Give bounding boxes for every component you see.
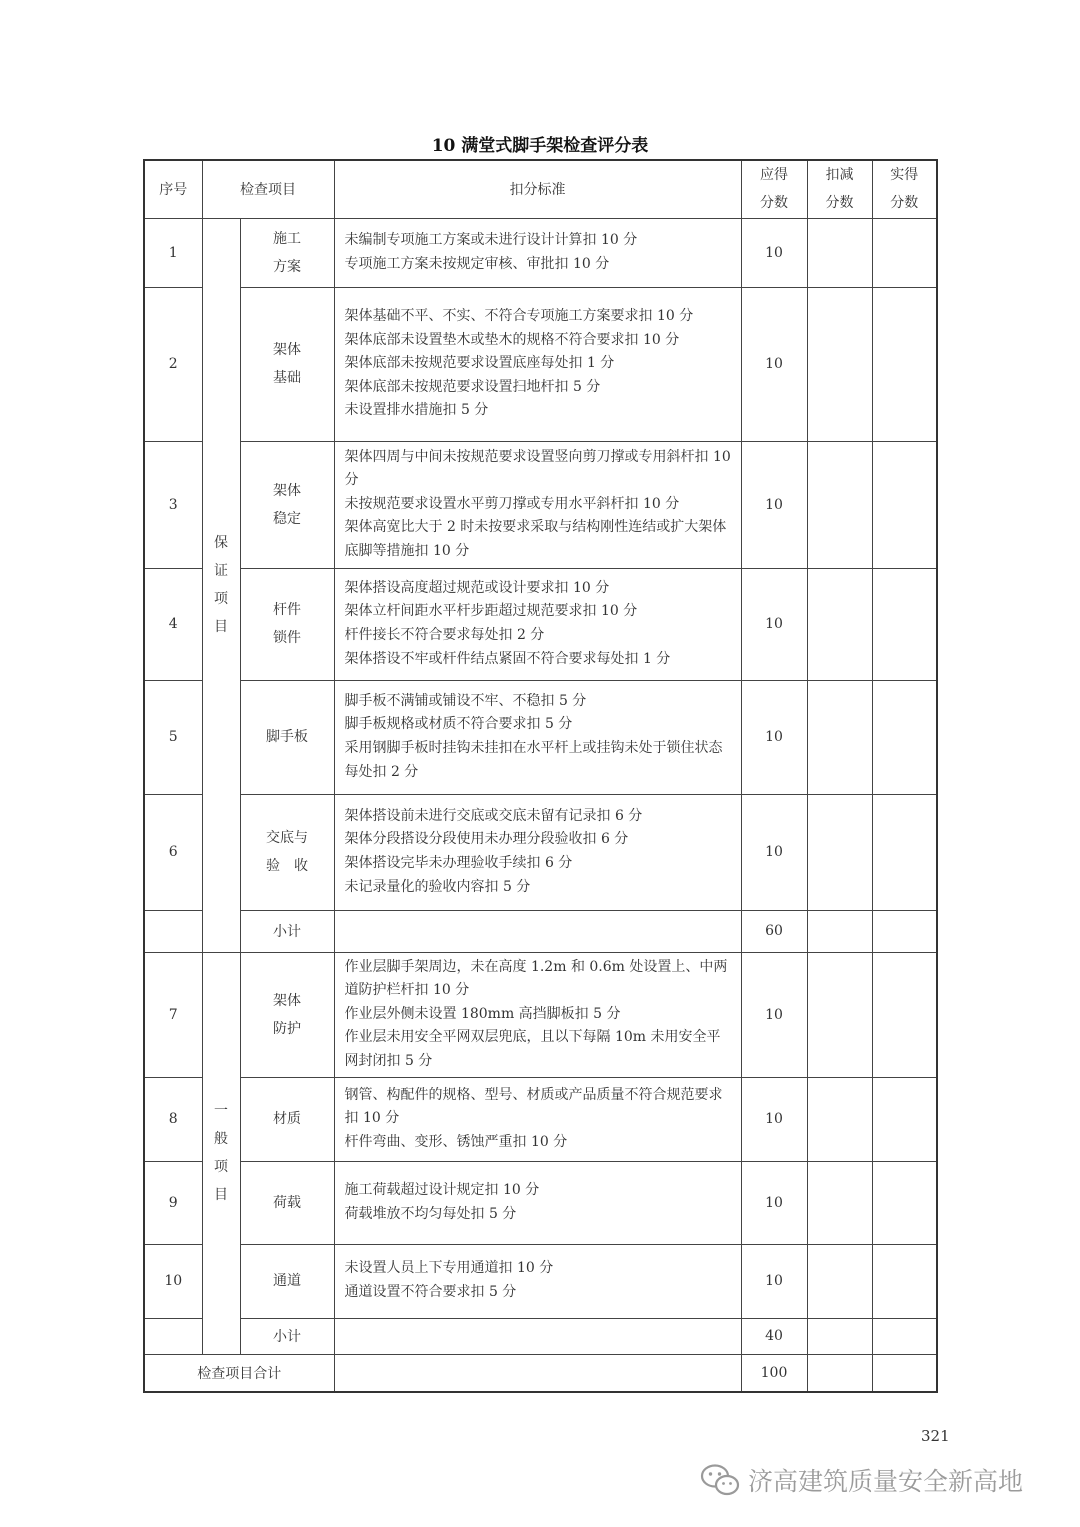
criteria-line: 架体底部未按规范要求设置扫地杆扣 5 分 [344, 378, 601, 395]
row-deduct-score [807, 1244, 872, 1318]
row-criteria [334, 568, 741, 680]
row-item [240, 1161, 334, 1244]
row-actual-score [872, 680, 937, 794]
row-deduct-score [807, 441, 872, 568]
row-item [240, 568, 334, 680]
criteria-line: 未记录量化的验收内容扣 5 分 [344, 878, 531, 895]
header-deduct-l1: 扣减 [825, 167, 854, 184]
row-due-score: 10 [741, 680, 807, 794]
criteria-line: 杆件弯曲、变形、锈蚀严重扣 10 分 [344, 1133, 568, 1150]
row-item [240, 1244, 334, 1318]
row-seq: 5 [144, 680, 202, 794]
table-row [144, 952, 937, 1077]
row-due-score: 10 [741, 1244, 807, 1318]
row-due-score: 10 [741, 287, 807, 441]
row-seq: 8 [144, 1077, 202, 1161]
table-row [144, 441, 937, 568]
group-char: 项 [214, 591, 228, 607]
row-deduct-score [807, 680, 872, 794]
subtotal-actual [872, 1318, 937, 1354]
subtotal-row [144, 1318, 937, 1354]
header-actual-l1: 实得 [890, 167, 919, 184]
row-seq: 4 [144, 568, 202, 680]
row-criteria [334, 680, 741, 794]
header-row [144, 160, 937, 218]
watermark [700, 1462, 1023, 1498]
criteria-line: 作业层脚手架周边，未在高度 1.2m 和 0.6m 处设置上、中两道防护栏杆扣 10 分 [344, 958, 728, 999]
row-deduct-score [807, 287, 872, 441]
row-criteria [334, 218, 741, 287]
subtotal-seq [144, 1318, 202, 1354]
wechat-icon [700, 1463, 740, 1497]
item-line: 基础 [273, 370, 301, 386]
subtotal-row [144, 910, 937, 952]
criteria-line: 未按规范要求设置水平剪刀撑或专用水平斜杆扣 10 分 [344, 495, 680, 512]
row-item [240, 218, 334, 287]
score-table [143, 159, 938, 1393]
header-actual-l2: 分数 [890, 195, 919, 212]
item-line: 验 收 [266, 858, 308, 874]
header-actual-score [872, 160, 937, 218]
criteria-line: 架体基础不平、不实、不符合专项施工方案要求扣 10 分 [344, 308, 694, 325]
criteria-line: 钢管、构配件的规格、型号、材质或产品质量不符合规范要求扣 10 分 [344, 1086, 723, 1127]
header-due-l2: 分数 [760, 195, 788, 212]
criteria-line: 架体立杆间距水平杆步距超过规范要求扣 10 分 [344, 603, 638, 620]
row-criteria [334, 441, 741, 568]
watermark-text: 济高建筑质量安全新高地 [748, 1467, 1024, 1496]
row-deduct-score [807, 794, 872, 910]
header-due-score [741, 160, 807, 218]
table-title: 10 满堂式脚手架检查评分表 [431, 136, 649, 156]
row-criteria [334, 1161, 741, 1244]
table-row [144, 1161, 937, 1244]
item-line: 锁件 [273, 630, 301, 646]
group-char: 目 [214, 619, 228, 635]
subtotal-label: 小计 [240, 1318, 334, 1354]
row-item [240, 680, 334, 794]
row-actual-score [872, 441, 937, 568]
row-actual-score [872, 794, 937, 910]
item-line: 防护 [273, 1020, 301, 1037]
table-row [144, 794, 937, 910]
group-char: 一 [214, 1103, 228, 1119]
header-due-l1: 应得 [760, 167, 788, 184]
row-deduct-score [807, 568, 872, 680]
subtotal-seq [144, 910, 202, 952]
subtotal-deduct [807, 910, 872, 952]
total-label: 检查项目合计 [144, 1354, 334, 1392]
subtotal-criteria [334, 910, 741, 952]
row-criteria [334, 794, 741, 910]
row-criteria [334, 1244, 741, 1318]
criteria-line: 架体高宽比大于 2 时未按要求采取与结构刚性连结或扩大架体底脚等措施扣 10 分 [344, 519, 727, 559]
row-actual-score [872, 218, 937, 287]
criteria-line: 未编制专项施工方案或未进行设计计算扣 10 分 [344, 231, 638, 248]
criteria-line: 作业层外侧未设置 180mm 高挡脚板扣 5 分 [344, 1005, 621, 1022]
item-line: 方案 [273, 258, 301, 275]
subtotal-value: 40 [741, 1318, 807, 1354]
item-line: 通道 [273, 1273, 301, 1289]
criteria-line: 作业层未用安全平网双层兜底，且以下每隔 10m 未用安全平网封闭扣 5 分 [344, 1029, 721, 1069]
header-item: 检查项目 [202, 160, 334, 218]
criteria-line: 施工荷载超过设计规定扣 10 分 [344, 1181, 540, 1198]
row-due-score: 10 [741, 794, 807, 910]
row-criteria [334, 952, 741, 1077]
general-group-label [202, 952, 240, 1354]
table-row [144, 1244, 937, 1318]
criteria-line: 架体底部未按规范要求设置底座每处扣 1 分 [344, 355, 615, 372]
total-criteria [334, 1354, 741, 1392]
table-row [144, 568, 937, 680]
row-due-score: 10 [741, 1161, 807, 1244]
subtotal-deduct [807, 1318, 872, 1354]
item-line: 荷载 [273, 1194, 301, 1211]
criteria-line: 荷载堆放不均匀每处扣 5 分 [344, 1205, 517, 1222]
row-actual-score [872, 1244, 937, 1318]
criteria-line: 杆件接长不符合要求每处扣 2 分 [344, 627, 545, 643]
table-row [144, 218, 937, 287]
criteria-line: 专项施工方案未按规定审核、审批扣 10 分 [344, 255, 610, 272]
total-value: 100 [741, 1354, 807, 1392]
header-deduct-score [807, 160, 872, 218]
group-char: 项 [214, 1159, 228, 1175]
criteria-line: 架体搭设前未进行交底或交底未留有记录扣 6 分 [344, 807, 643, 824]
criteria-line: 未设置排水措施扣 5 分 [344, 402, 489, 419]
row-actual-score [872, 952, 937, 1077]
row-actual-score [872, 568, 937, 680]
row-seq: 9 [144, 1161, 202, 1244]
row-item [240, 952, 334, 1077]
criteria-line: 架体分段搭设分段使用未办理分段验收扣 6 分 [344, 831, 629, 848]
row-criteria [334, 287, 741, 441]
row-criteria [334, 1077, 741, 1161]
row-seq: 10 [144, 1244, 202, 1318]
group-char: 般 [214, 1131, 228, 1147]
total-deduct [807, 1354, 872, 1392]
criteria-line: 架体搭设完毕未办理验收手续扣 6 分 [344, 855, 573, 871]
item-line: 材质 [273, 1111, 301, 1127]
subtotal-criteria [334, 1318, 741, 1354]
subtotal-value: 60 [741, 910, 807, 952]
row-due-score: 10 [741, 1077, 807, 1161]
row-due-score: 10 [741, 218, 807, 287]
row-seq: 7 [144, 952, 202, 1077]
item-line: 脚手板 [266, 729, 308, 745]
row-item [240, 1077, 334, 1161]
criteria-line: 通道设置不符合要求扣 5 分 [344, 1284, 517, 1300]
row-seq: 2 [144, 287, 202, 441]
subtotal-actual [872, 910, 937, 952]
criteria-line: 脚手板规格或材质不符合要求扣 5 分 [344, 716, 573, 733]
row-seq: 6 [144, 794, 202, 910]
item-line: 杆件 [273, 602, 301, 618]
header-seq: 序号 [144, 160, 202, 218]
group-char: 证 [214, 563, 228, 579]
criteria-line: 脚手板不满铺或铺设不牢、不稳扣 5 分 [344, 692, 587, 709]
page-number: 321 [921, 1427, 950, 1445]
row-seq: 3 [144, 441, 202, 568]
item-line: 施工 [273, 230, 301, 247]
row-deduct-score [807, 1161, 872, 1244]
row-due-score: 10 [741, 568, 807, 680]
group-char: 保 [214, 535, 228, 551]
criteria-line: 架体搭设不牢或杆件结点紧固不符合要求每处扣 1 分 [344, 650, 671, 667]
row-item [240, 287, 334, 441]
header-deduct-l2: 分数 [825, 195, 854, 212]
guarantee-group-label [202, 218, 240, 952]
row-due-score: 10 [741, 441, 807, 568]
criteria-line: 架体搭设高度超过规范或设计要求扣 10 分 [344, 579, 610, 596]
item-line: 稳定 [273, 510, 301, 527]
row-actual-score [872, 1161, 937, 1244]
subtotal-label: 小计 [240, 910, 334, 952]
row-item [240, 794, 334, 910]
item-line: 交底与 [266, 830, 308, 846]
row-item [240, 441, 334, 568]
table-row [144, 287, 937, 441]
total-row [144, 1354, 937, 1392]
criteria-line: 架体底部未设置垫木或垫木的规格不符合要求扣 10 分 [344, 331, 680, 348]
row-deduct-score [807, 1077, 872, 1161]
item-line: 架体 [273, 992, 301, 1009]
row-actual-score [872, 1077, 937, 1161]
criteria-line: 架体四周与中间未按规范要求设置竖向剪刀撑或专用斜杆扣 10 分 [344, 448, 731, 489]
criteria-line: 采用钢脚手板时挂钩未挂扣在水平杆上或挂钩未处于锁住状态每处扣 2 分 [344, 740, 723, 780]
row-actual-score [872, 287, 937, 441]
item-line: 架体 [273, 342, 301, 358]
row-deduct-score [807, 218, 872, 287]
row-deduct-score [807, 952, 872, 1077]
item-line: 架体 [273, 482, 301, 499]
criteria-line: 未设置人员上下专用通道扣 10 分 [344, 1260, 554, 1277]
row-seq: 1 [144, 218, 202, 287]
table-row [144, 680, 937, 794]
group-char: 目 [214, 1187, 228, 1203]
row-due-score: 10 [741, 952, 807, 1077]
header-criteria: 扣分标准 [334, 160, 741, 218]
table-row [144, 1077, 937, 1161]
total-actual [872, 1354, 937, 1392]
